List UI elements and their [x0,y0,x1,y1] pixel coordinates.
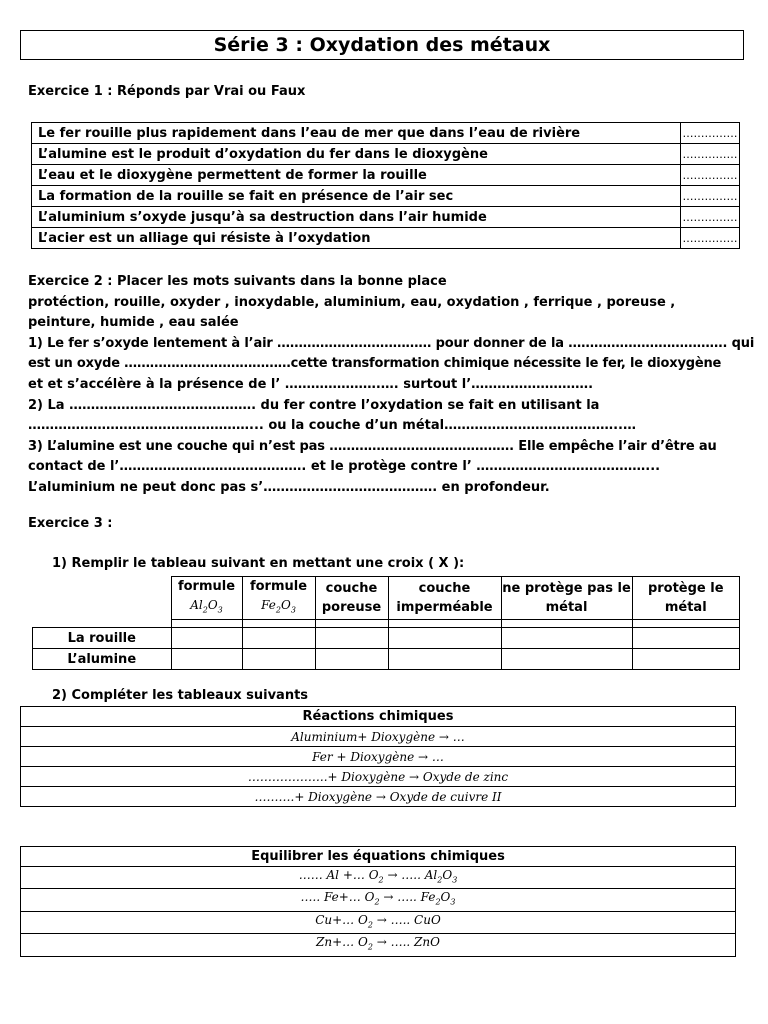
equation-cell: ….. Fe+… $O_2$ → ….. $Fe_2O_3$ [21,889,736,911]
header-cell: couche imperméable [388,577,501,620]
reaction-cell: Fer + Dioxygène → … [21,747,736,767]
table-row [32,144,740,165]
table-row [33,649,740,670]
table-row [21,767,736,787]
balance-table [20,846,736,957]
table-row [32,228,740,249]
answer-cell [171,649,242,670]
statement-cell: L’alumine est le produit d’oxydation du fer dans le dioxygène [32,144,681,165]
reaction-cell: Aluminium+ Dioxygène → … [21,727,736,747]
header-cell: ne protège pas le métal [501,577,632,620]
header-cell [171,577,242,620]
cross-table [32,576,740,670]
answer-cell [242,649,315,670]
balance-title: Equilibrer les équations chimiques [21,847,736,867]
exercise2-text [28,272,755,499]
reaction-cell: ……….+ Dioxygène → Oxyde de cuivre II [21,787,736,807]
fill-blank-line: et et s’accélère à la présence de l’ ………………….…. surtout l’………………………. [28,376,594,392]
table-row [21,889,736,911]
formula-fe2o3: $Fe_2O_3$ [261,598,296,615]
header-cell [242,577,315,620]
fill-blank-line: 2) La ……………………………………. du fer contre l’oxydation se fait en utilisant la [28,397,600,413]
answer-cell [315,649,388,670]
statement-cell: L’acier est un alliage qui résiste à l’oxydation [32,228,681,249]
answer-cell [242,628,315,649]
table-row [32,186,740,207]
question-1: 1) Remplir le tableau suivant en mettant une croix ( X ): [52,556,465,571]
header-label: formule [249,579,308,594]
word-bank-line: peinture, humide , eau salée [28,315,239,331]
answer-blank: …………… [681,207,740,228]
exercise1-title: Exercice 1 : Réponds par Vrai ou Faux [28,84,306,99]
answer-blank: …………… [681,123,740,144]
empty-corner [33,577,172,620]
table-row [32,207,740,228]
statement-cell: L’eau et le dioxygène permettent de former la rouille [32,165,681,186]
header-label: formule [177,579,236,594]
answer-cell [171,628,242,649]
row-label: La rouille [33,628,172,649]
header-row [33,577,740,620]
table-row [21,727,736,747]
table-row [32,123,740,144]
table-row [32,165,740,186]
answer-blank: …………… [681,165,740,186]
statement-cell: L’aluminium s’oxyde jusqu’à sa destruction dans l’air humide [32,207,681,228]
fill-blank-line: est un oxyde …………………………………cette transformation chimique nécessite le fer, le dioxygène [28,356,722,372]
equation-cell: Cu+… $O_2$ → ….. CuO [21,911,736,933]
answer-cell [632,628,740,649]
exercise3-title: Exercice 3 : [28,516,113,531]
word-bank-line: protéction, rouille, oxyder , inoxydable, aluminium, eau, oxydation , ferrique , poreuse , [28,294,676,310]
header-row [21,847,736,867]
table-row [21,867,736,889]
exercise2-title: Exercice 2 : Placer les mots suivants dans la bonne place [28,274,447,289]
reaction-cell: ………………..+ Dioxygène → Oxyde de zinc [21,767,736,787]
answer-blank: …………… [681,144,740,165]
table-row [21,934,736,956]
table-row [21,787,736,807]
answer-cell [388,628,501,649]
question-2: 2) Compléter les tableaux suivants [52,688,309,703]
equation-cell: Zn+… $O_2$ → ….. ZnO [21,934,736,956]
answer-cell [388,649,501,670]
answer-cell [315,628,388,649]
answer-cell [501,649,632,670]
statement-cell: Le fer rouille plus rapidement dans l’eau de mer que dans l’eau de rivière [32,123,681,144]
statement-cell: La formation de la rouille se fait en présence de l’air sec [32,186,681,207]
reactions-table [20,706,736,807]
header-cell: protège le métal [632,577,740,620]
page-title: Série 3 : Oxydation des métaux [20,30,744,60]
table-row [21,747,736,767]
table-row [21,911,736,933]
spacer-row [33,620,740,628]
header-row [21,707,736,727]
answer-blank: …………… [681,186,740,207]
answer-blank: …………… [681,228,740,249]
row-label: L’alumine [33,649,172,670]
header-cell: couche poreuse [315,577,388,620]
fill-blank-line: 1) Le fer s’oxyde lentement à l’air ……………………………… pour donner de la ………………………………. qui [28,335,755,351]
answer-cell [501,628,632,649]
fill-blank-line: L’aluminium ne peut donc pas s’…………………………………. en profondeur. [28,479,550,495]
equation-cell: …… Al +… $O_2$ → ….. $Al_2O_3$ [21,867,736,889]
table-row [33,628,740,649]
formula-al2o3: $Al_2O_3$ [190,598,223,615]
reactions-title: Réactions chimiques [21,707,736,727]
fill-blank-line: ……………………………………………... ou la couche d’un métal…………………………………..… [28,418,636,434]
answer-cell [632,649,740,670]
fill-blank-line: contact de l’……………………………………. et le protège contre l’ …………………………………... [28,459,661,475]
true-false-table [31,122,740,249]
fill-blank-line: 3) L’alumine est une couche qui n’est pas ……………………………………. Elle empêche l’air d’être au [28,438,717,454]
